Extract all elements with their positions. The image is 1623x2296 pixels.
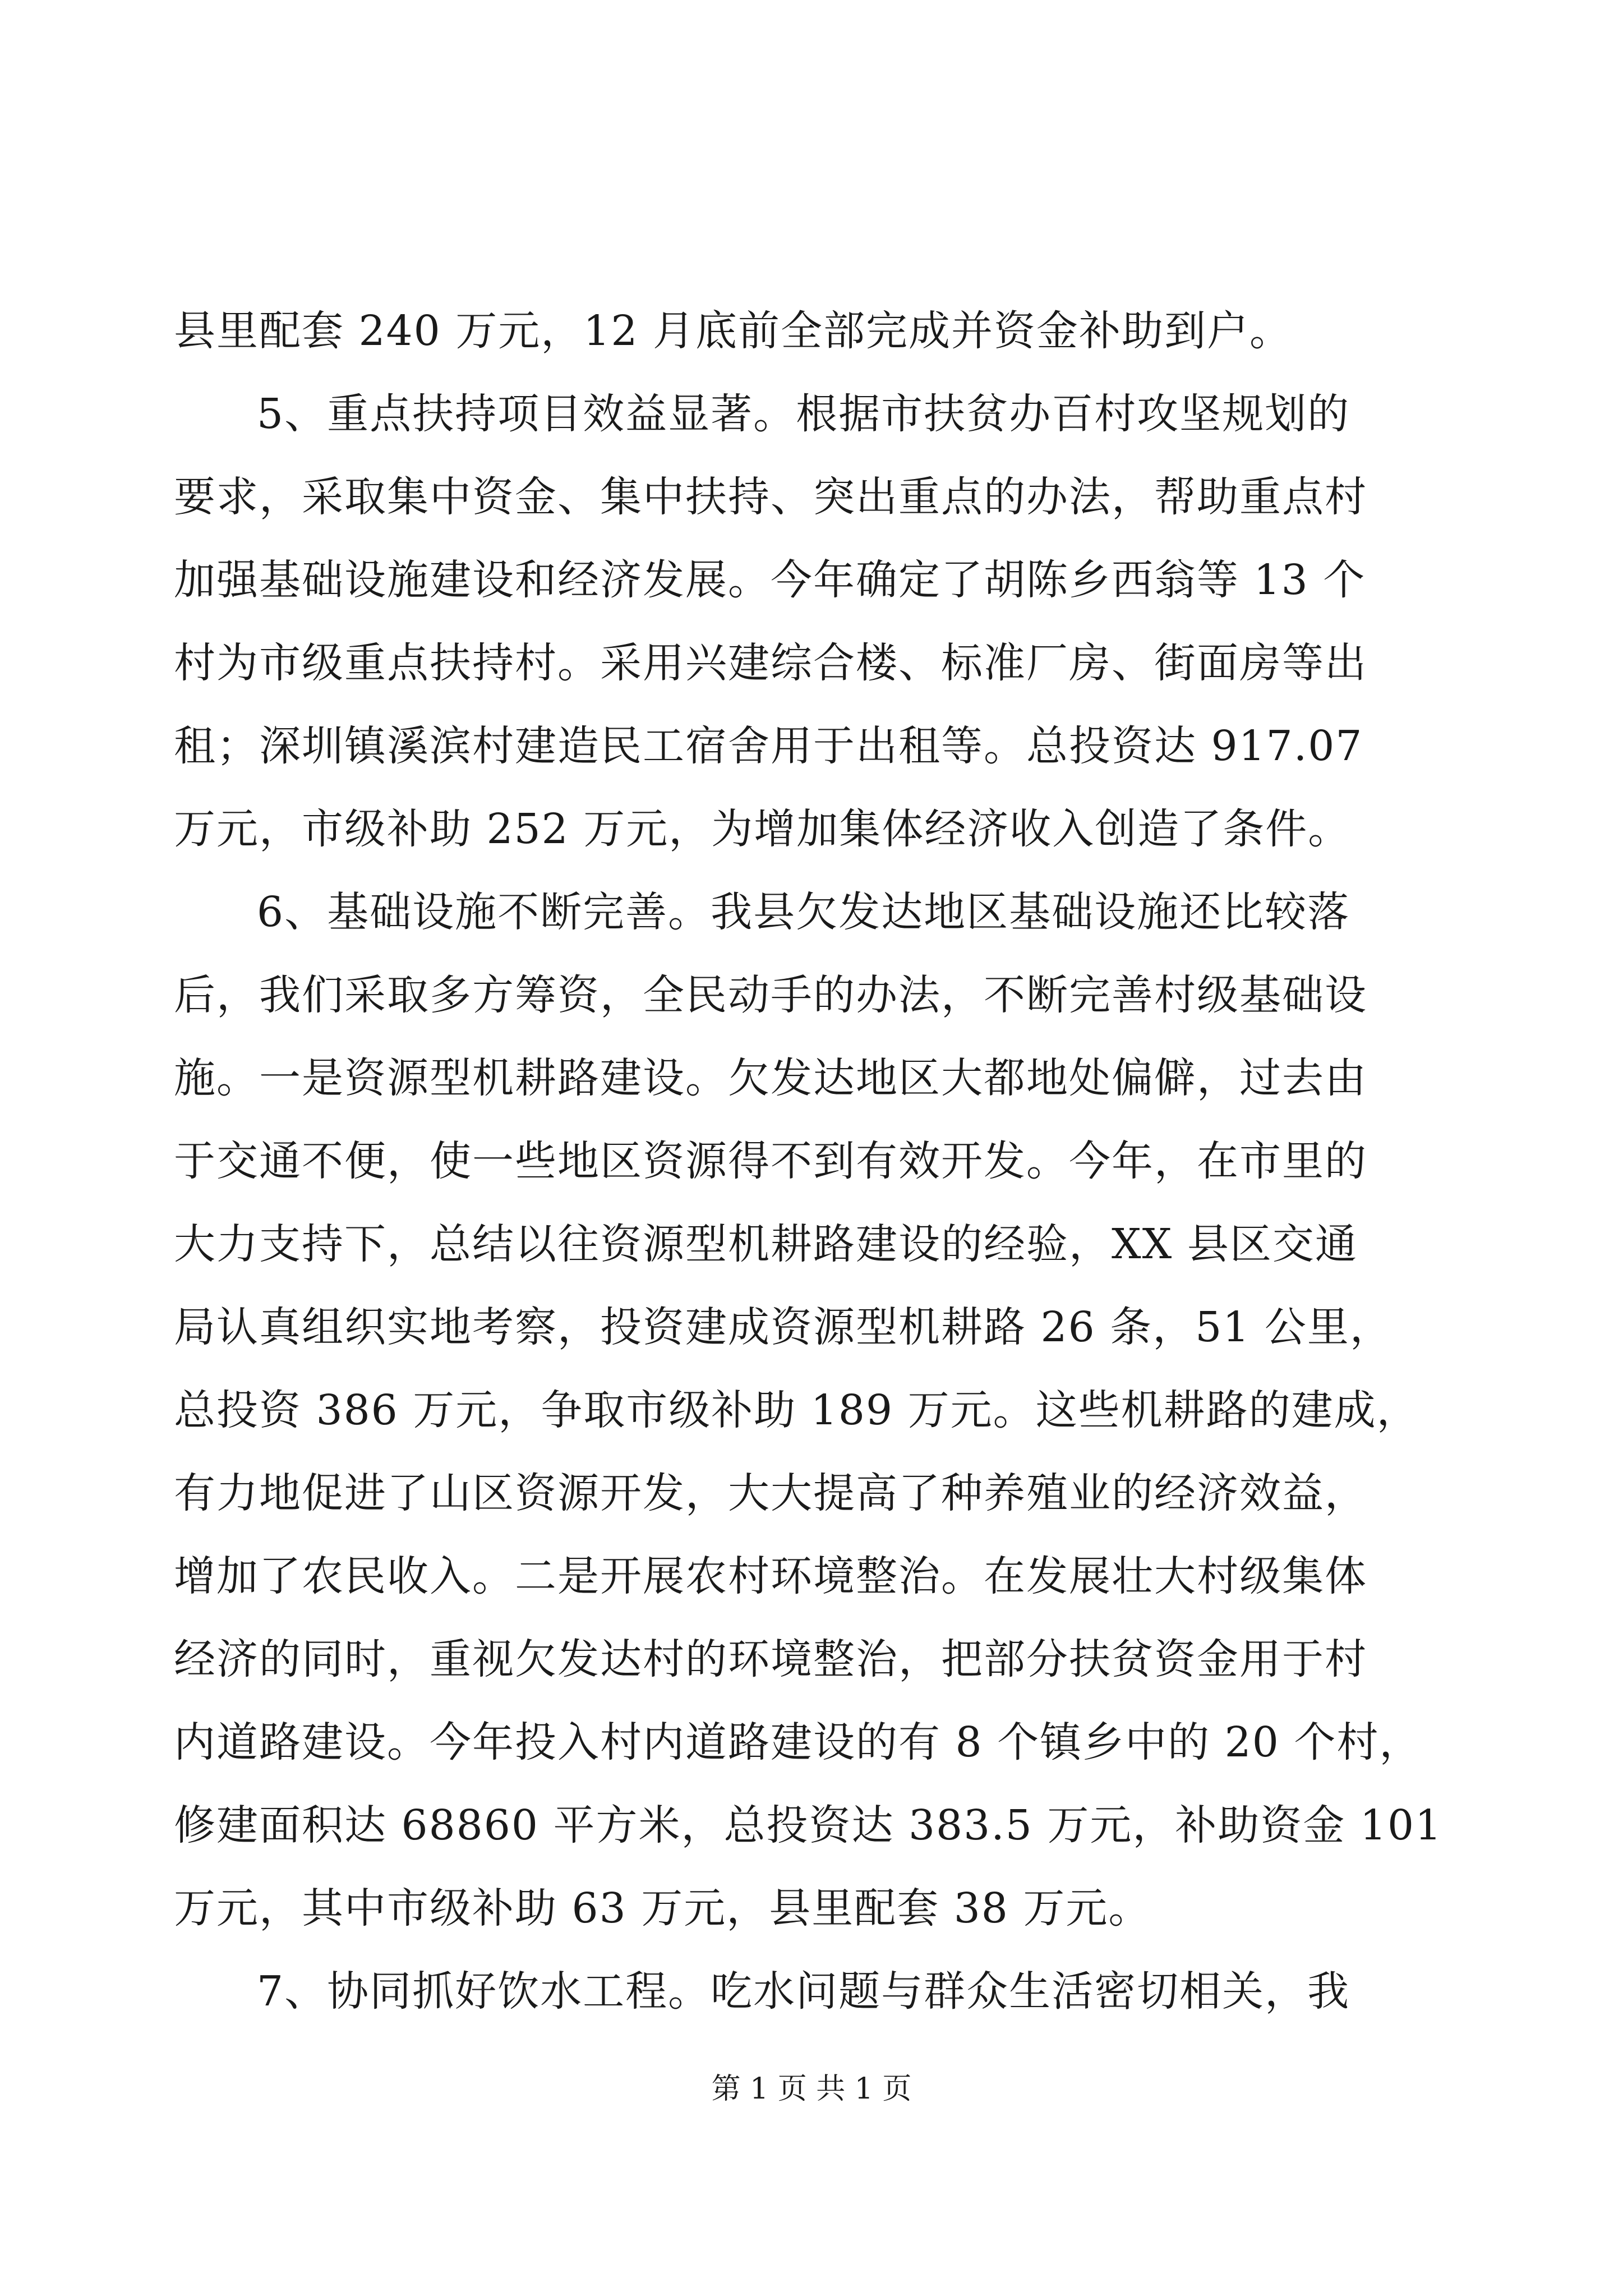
body-line: 总投资 386 万元，争取市级补助 189 万元。这些机耕路的建成， — [174, 1386, 1419, 1434]
body-line: 修建面积达 68860 平方米，总投资达 383.5 万元，补助资金 101 — [174, 1801, 1443, 1849]
body-line: 租；深圳镇溪滨村建造民工宿舍用于出租等。总投资达 917.07 — [174, 722, 1363, 770]
body-line: 县里配套 240 万元，12 月底前全部完成并资金补助到户。 — [174, 307, 1292, 355]
body-line: 增加了农民收入。二是开展农村环境整治。在发展壮大村级集体 — [174, 1552, 1367, 1600]
body-line: 万元，市级补助 252 万元，为增加集体经济收入创造了条件。 — [174, 805, 1351, 853]
body-line: 万元，其中市级补助 63 万元，县里配套 38 万元。 — [174, 1884, 1151, 1932]
body-line: 施。一是资源型机耕路建设。欠发达地区大都地处偏僻，过去由 — [174, 1054, 1367, 1102]
paragraph-7-heading-line: 7、协同抓好饮水工程。吃水问题与群众生活密切相关，我 — [257, 1967, 1350, 2016]
body-line: 加强基础设施建设和经济发展。今年确定了胡陈乡西翁等 13 个 — [174, 556, 1366, 604]
body-line: 于交通不便，使一些地区资源得不到有效开发。今年，在市里的 — [174, 1137, 1367, 1185]
body-line: 后，我们采取多方筹资，全民动手的办法，不断完善村级基础设 — [174, 971, 1367, 1019]
body-line: 局认真组织实地考察，投资建成资源型机耕路 26 条，51 公里， — [174, 1303, 1393, 1351]
page-footer: 第 1 页 共 1 页 — [711, 2072, 912, 2106]
body-line: 内道路建设。今年投入村内道路建设的有 8 个镇乡中的 20 个村， — [174, 1718, 1422, 1766]
body-line: 有力地促进了山区资源开发，大大提高了种养殖业的经济效益， — [174, 1469, 1367, 1517]
body-line: 经济的同时，重视欠发达村的环境整治，把部分扶贫资金用于村 — [174, 1635, 1367, 1683]
body-line: 大力支持下，总结以往资源型机耕路建设的经验，XX 县区交通 — [174, 1220, 1358, 1268]
body-line: 要求，采取集中资金、集中扶持、突出重点的办法，帮助重点村 — [174, 473, 1367, 521]
paragraph-6-heading-line: 6、基础设施不断完善。我县欠发达地区基础设施还比较落 — [257, 888, 1350, 936]
body-line: 村为市级重点扶持村。采用兴建综合楼、标准厂房、街面房等出 — [174, 639, 1367, 687]
paragraph-5-heading-line: 5、重点扶持项目效益显著。根据市扶贫办百村攻坚规划的 — [257, 390, 1350, 438]
